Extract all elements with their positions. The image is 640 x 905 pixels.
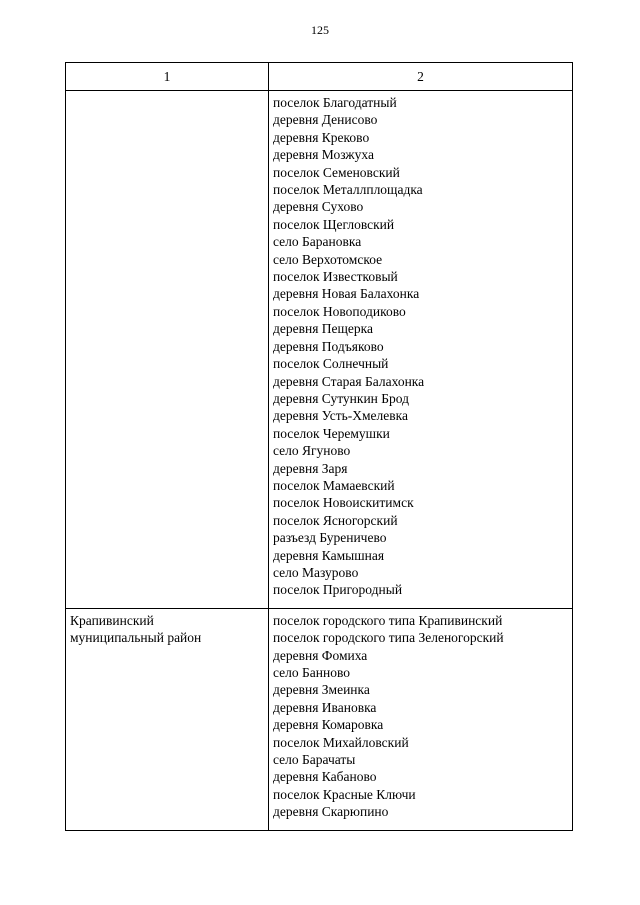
list-item: поселок Семеновский (273, 164, 400, 180)
column-header-1: 1 (66, 63, 269, 91)
settlements-cell (269, 91, 573, 609)
list-item: поселок Михайловский (273, 734, 409, 750)
list-item: село Мазурово (273, 564, 359, 580)
table-header-row (66, 63, 573, 91)
list-item: деревня Фомиха (273, 647, 368, 663)
list-item: село Ягуново (273, 443, 351, 459)
list-item: деревня Подъяково (273, 338, 384, 354)
district-name (70, 609, 264, 647)
list-item: поселок городского типа Крапивинский (273, 612, 503, 628)
list-item: поселок Щегловский (273, 216, 395, 232)
list-item: деревня Мозжуха (273, 147, 374, 163)
list-item: деревня Старая Балахонка (273, 373, 425, 389)
list-item: деревня Денисово (273, 112, 378, 128)
district-cell (66, 91, 269, 609)
page-number: 125 (311, 23, 329, 37)
list-item: поселок Пригородный (273, 582, 403, 598)
list-item: поселок Металлплощадка (273, 182, 423, 198)
list-item: поселок Новоподиково (273, 303, 406, 319)
list-item: деревня Сутункин Брод (273, 390, 410, 406)
list-item: деревня Комаровка (273, 717, 384, 733)
list-item: деревня Ивановка (273, 699, 377, 715)
list-item: поселок Солнечный (273, 356, 389, 372)
district-name (70, 91, 264, 94)
list-item: деревня Пещерка (273, 321, 374, 337)
list-item: поселок городского типа Зеленогорский (273, 630, 504, 646)
list-item: деревня Заря (273, 460, 348, 476)
list-item: разъезд Буреничево (273, 530, 387, 546)
settlements-table (65, 62, 573, 831)
list-item: поселок Мамаевский (273, 477, 395, 493)
list-item: деревня Новая Балахонка (273, 286, 420, 302)
list-item: поселок Красные Ключи (273, 786, 416, 802)
column-header-2: 2 (269, 63, 573, 91)
list-item: село Верхотомское (273, 251, 383, 267)
settlements-cell (269, 608, 573, 830)
list-item: село Банново (273, 665, 350, 680)
list-item: село Барачаты (273, 752, 356, 768)
list-item: муниципальный район (70, 630, 202, 646)
settlements-list (273, 91, 568, 608)
list-item: поселок Известковый (273, 269, 398, 285)
list-item: деревня Сухово (273, 199, 364, 215)
settlements-list (273, 609, 568, 830)
table-row (66, 91, 573, 609)
list-item: деревня Кабаново (273, 769, 377, 785)
list-item: поселок Черемушки (273, 425, 390, 441)
list-item: поселок Новоискитимск (273, 495, 414, 511)
list-item: деревня Креково (273, 129, 370, 145)
table-row (66, 608, 573, 830)
list-item: село Барановка (273, 234, 362, 250)
list-item: поселок Благодатный (273, 95, 397, 110)
list-item: Крапивинский (70, 612, 154, 628)
list-item: поселок Ясногорский (273, 512, 398, 528)
district-cell (66, 608, 269, 830)
list-item: деревня Камышная (273, 547, 385, 563)
list-item: деревня Усть-Хмелевка (273, 408, 408, 424)
list-item: деревня Скарюпино (273, 804, 389, 820)
list-item: деревня Змеинка (273, 682, 370, 698)
